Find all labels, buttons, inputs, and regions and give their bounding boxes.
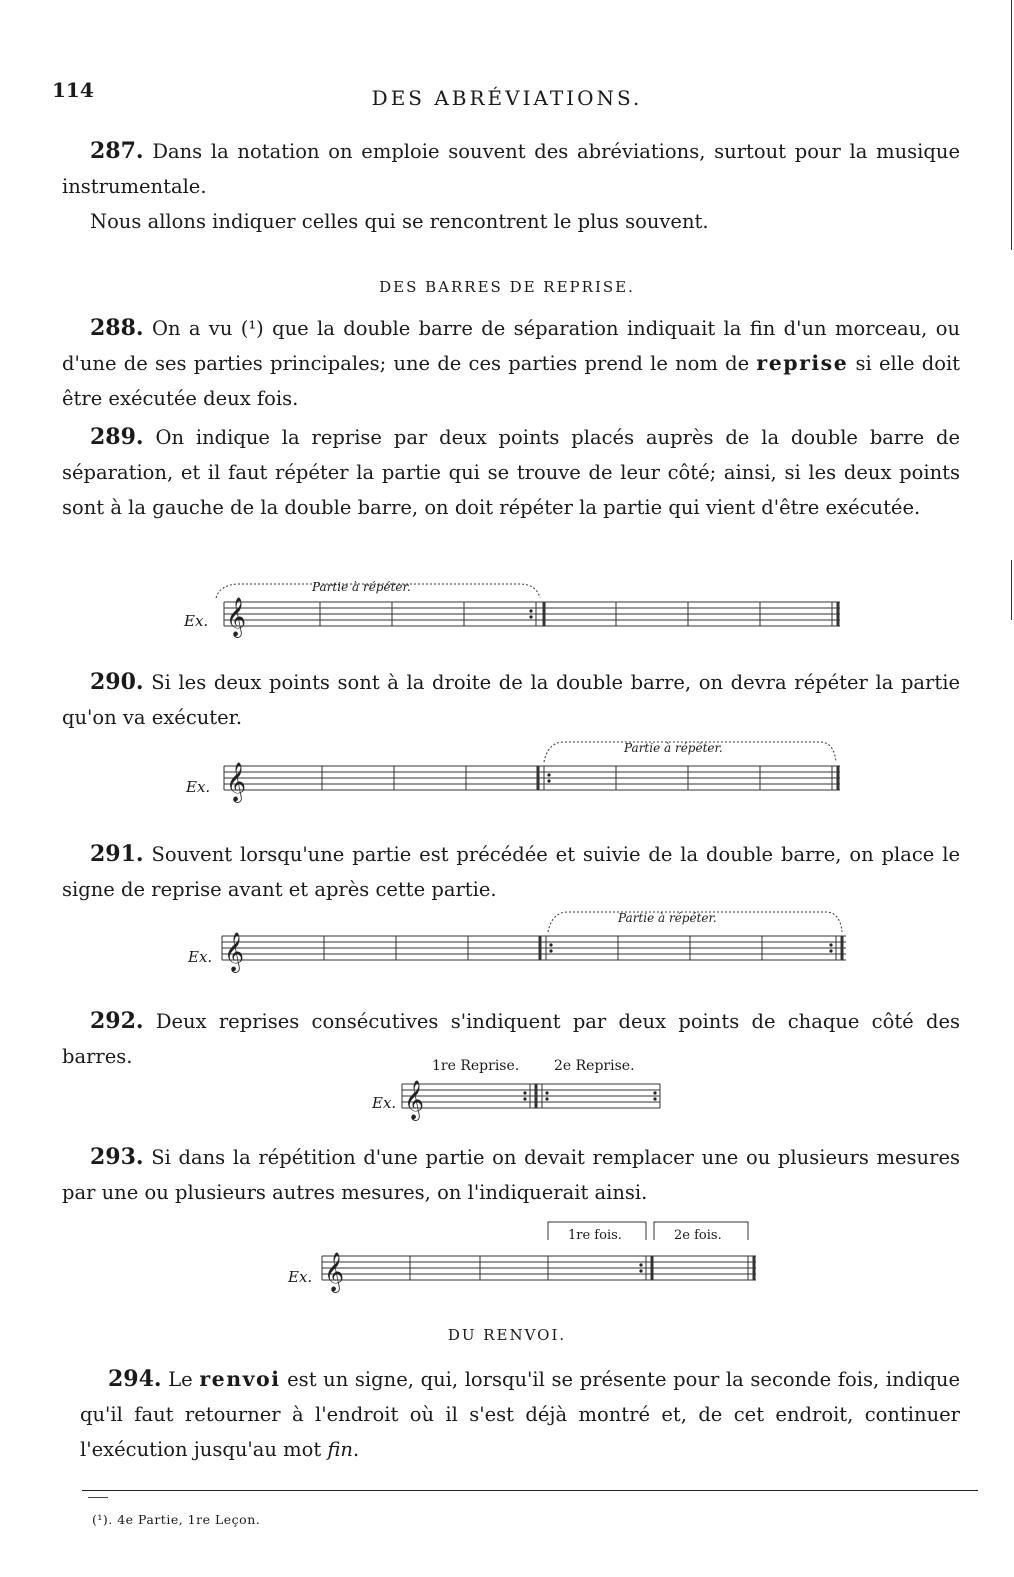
reprise-1-label: 1re Reprise. [432,1058,520,1074]
keyword-renvoi: renvoi [199,1367,281,1391]
para-text: On a vu (¹) que la double barre de séparation indiquait la fin d'un morceau, ou d'une de ses parties principales; une de ces parties prend le nom de [62,317,961,375]
paragraph-294 [80,1362,960,1467]
reprise-2-label: 2e Reprise. [554,1058,635,1074]
staff-svg [186,906,866,982]
para-number: 288. [90,315,144,341]
staff-svg [180,578,860,648]
repeat-bracket [216,584,540,598]
repeat-label: Partie à répéter. [624,741,723,755]
treble-clef-icon: 𝄞 [224,932,245,972]
paragraph-289 [62,420,960,525]
section-title-renvoi: DU RENVOI. [447,1326,567,1344]
music-example-293 [286,1216,766,1296]
para-number: 294. [108,1366,162,1392]
para-text: Le [168,1368,193,1391]
para-number: 287. [90,138,144,164]
section-title-barres: DES BARRES DE REPRISE. [379,278,635,296]
paragraph-287 [62,134,960,204]
para-text: . [352,1438,360,1461]
repeat-bracket [548,912,842,932]
example-label: Ex. [372,1094,397,1112]
example-label: Ex. [184,612,209,630]
page-edge [1011,560,1013,620]
keyword-reprise: reprise [756,351,849,375]
treble-clef-icon: 𝄞 [324,1252,345,1292]
paragraph-290 [62,665,960,735]
para-text: Deux reprises consécutives s'indiquent par deux points de chaque côté des barres. [62,1010,961,1068]
repeat-label: Partie à répéter. [312,580,411,594]
music-example-290 [184,736,864,812]
example-label: Ex. [188,948,213,966]
para-text: si elle doit être exécutée deux fois. [62,352,961,410]
staff-svg [286,1216,766,1296]
para-number: 293. [90,1144,144,1170]
fois-2-label: 2e fois. [674,1228,722,1243]
page-edge [1011,0,1013,250]
repeat-bracket [544,742,836,762]
staff-svg [184,736,864,812]
keyword-fin: fin [327,1438,353,1461]
para-text: Souvent lorsqu'une partie est précédée et suivie de la double barre, on place le signe de reprise avant et après cette partie. [62,843,960,901]
treble-clef-icon: 𝄞 [226,597,247,637]
para-text: Si les deux points sont à la droite de la double barre, on devra répéter la partie qu'on va exécuter. [62,671,960,729]
page-number: 114 [52,78,94,102]
example-label: Ex. [186,778,211,796]
footnote-rule-short [88,1497,108,1498]
example-label: Ex. [288,1268,313,1286]
music-example-289 [180,578,860,648]
repeat-label: Partie à répéter. [618,911,717,925]
paragraph-288 [62,311,960,416]
paragraph-293 [62,1140,960,1210]
treble-clef-icon: 𝄞 [226,762,247,802]
volta-bracket-1 [548,1222,646,1240]
footnote: (¹). 4e Partie, 1re Leçon. [92,1512,261,1527]
paragraph-291 [62,837,960,907]
paragraph-287-line2 [62,204,960,239]
music-example-292 [370,1054,680,1130]
para-text: Nous allons indiquer celles qui se rencontrent le plus souvent. [90,210,709,233]
para-text: Dans la notation on emploie souvent des abréviations, surtout pour la musique instrumentale. [62,140,960,198]
para-text: On indique la reprise par deux points placés auprès de la double barre de séparation, et il faut répéter la partie qui se trouve de leur côté; ainsi, si les deux points sont à la gauche de la double barre, on doit répéter la partie qui vient d'être exécutée. [62,426,960,519]
para-number: 289. [90,424,144,450]
music-example-291 [186,906,866,982]
para-number: 291. [90,841,144,867]
staff-svg [370,1054,680,1130]
page-header: DES ABRÉVIATIONS. [371,86,643,110]
footnote-rule [82,1490,978,1491]
treble-clef-icon: 𝄞 [404,1080,425,1120]
para-number: 290. [90,669,144,695]
para-number: 292. [90,1008,144,1034]
para-text: est un signe, qui, lorsqu'il se présente pour la seconde fois, indique qu'il faut retourner à l'endroit où il s'est déjà montré et, de cet endroit, continuer l'exécution jusqu'au mot [80,1368,960,1461]
fois-1-label: 1re fois. [568,1228,622,1243]
volta-bracket-2 [654,1222,748,1240]
para-text: Si dans la répétition d'une partie on devait remplacer une ou plusieurs mesures par une ou plusieurs autres mesures, on l'indiquerait ainsi. [62,1146,960,1204]
